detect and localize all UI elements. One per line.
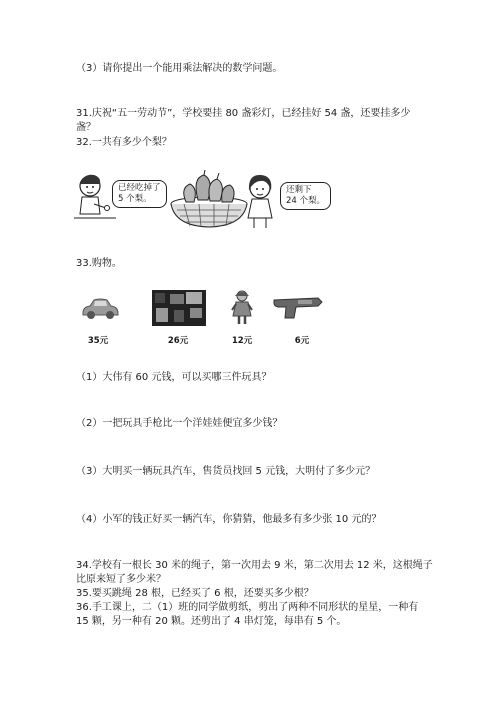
q33-sub4: （4）小军的钱正好买一辆汽车，你猜猜，他最多有多少张 10 元的？ [76, 514, 382, 525]
q33-title: 33.购物。 [76, 258, 122, 269]
q33-sub1: （1）大伟有 60 元钱，可以买哪三件玩具？ [76, 372, 272, 383]
toy-car [80, 297, 120, 325]
boy-speech-bubble: 已经吃掉了 5 个梨。 [112, 180, 167, 208]
doll-icon [231, 290, 253, 326]
q35: 35.要买跳绳 28 根，已经买了 6 根，还要买多少根？ [76, 588, 314, 599]
q33-sub2: （2）一把玩具手枪比一个洋娃娃便宜多少钱？ [76, 418, 283, 429]
price-gun: 6元 [294, 336, 310, 346]
price-car: 35元 [87, 336, 109, 346]
toy-blocks [152, 290, 206, 330]
q33-sub3: （3）大明买一辆玩具汽车，售货员找回 5 元钱，大明付了多少元？ [76, 466, 376, 477]
q36-line2: 15 颗，另一种有 20 颗。还剪出了 4 串灯笼，每串有 5 个。 [76, 616, 347, 627]
q31-line2: 盏？ [76, 122, 96, 133]
q32-title: 32.一共有多少个梨？ [76, 137, 172, 148]
toy-gun [272, 294, 324, 324]
q34-line2: 比原来短了多少米？ [76, 574, 166, 585]
q36-line1: 36.手工课上，二（1）班的同学做剪纸，剪出了两种不同形状的星星，一种有 [76, 602, 419, 613]
price-doll: 12元 [231, 336, 253, 346]
q34-line1: 34.学校有一根长 30 米的绳子，第一次用去 9 米，第二次用去 12 米，这根绳子 [76, 560, 433, 571]
toy-car-icon [80, 297, 120, 321]
girl-speech-bubble: 还剩下 24 个梨。 [280, 182, 331, 210]
price-blocks: 26元 [167, 336, 189, 346]
toy-gun-icon [272, 294, 324, 320]
q30-part3: （3）请你提出一个能用乘法解决的数学问题。 [76, 63, 283, 74]
q31-line1: 31.庆祝“五一劳动节”，学校要挂 80 盏彩灯，已经挂好 54 盏，还要挂多少 [76, 108, 411, 119]
doll [231, 290, 253, 330]
toy-blocks-icon [152, 290, 206, 326]
